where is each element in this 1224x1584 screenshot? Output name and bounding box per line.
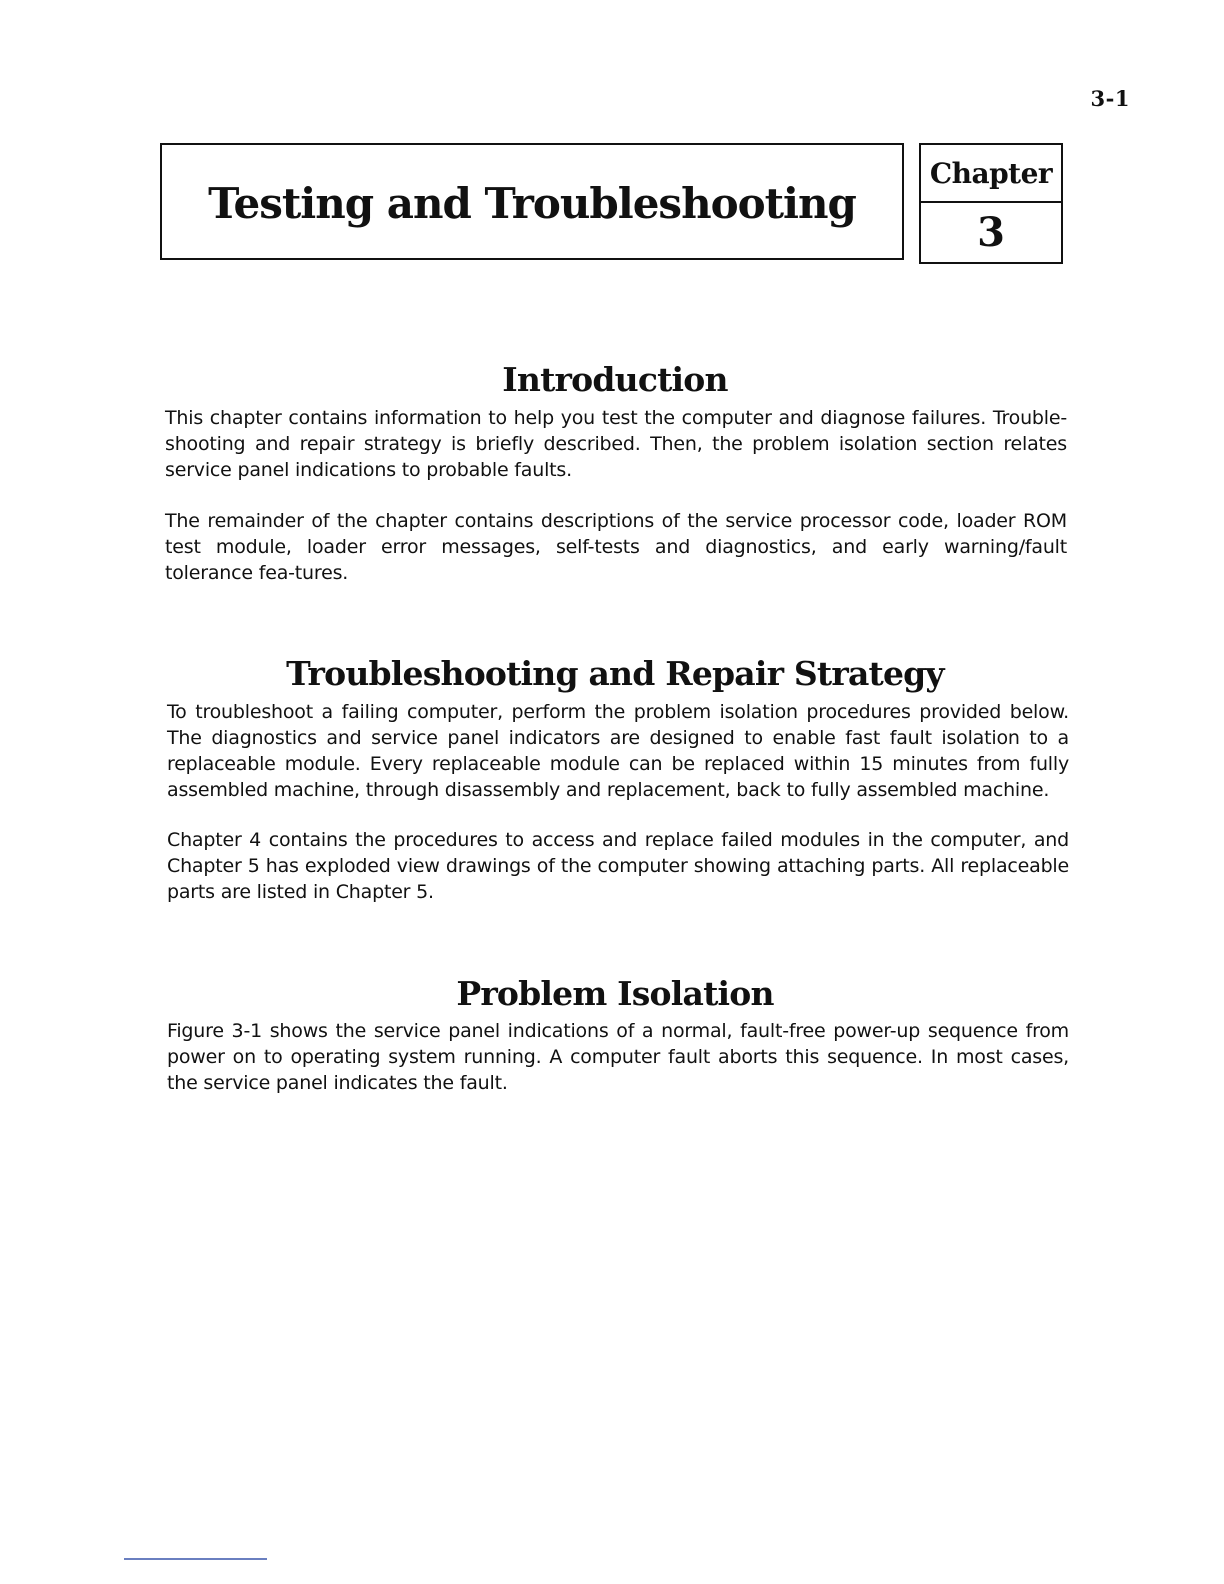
page-number: 3-1 xyxy=(1090,86,1130,111)
chapter-label: Chapter xyxy=(921,145,1061,203)
paragraph: Figure 3-1 shows the service panel indications of a normal, fault-free power-up sequence from power on to operating system running. A computer fault aborts this sequence. In most cases, the service panel indicates the fault. xyxy=(167,1020,1069,1094)
section-heading-problem-isolation: Problem Isolation xyxy=(456,974,774,1013)
chapter-title-box xyxy=(160,143,904,260)
chapter-number-box xyxy=(919,143,1063,264)
chapter-number: 3 xyxy=(977,209,1005,256)
footer-rule xyxy=(124,1558,267,1560)
section-heading-strategy: Troubleshooting and Repair Strategy xyxy=(286,654,944,693)
paragraph: This chapter contains information to help you test the computer and diagnose failures. Trouble-shooting and repair strategy is briefly described. Then, the problem isolation section relates service panel indications to probable faults. xyxy=(165,407,1067,481)
chapter-title: Testing and Troubleshooting xyxy=(208,179,856,228)
section-heading-introduction: Introduction xyxy=(502,360,728,399)
paragraph: To troubleshoot a failing computer, perform the problem isolation procedures provided below. The diagnostics and service panel indicators are designed to enable fast fault isolation to a replaceable module. Every replaceable module can be replaced within 15 minutes from fully assembled machine, through disassembly and replacement, back to fully assembled machine. xyxy=(167,701,1069,801)
paragraph: The remainder of the chapter contains descriptions of the service processor code, loader ROM test module, loader error messages, self-tests and diagnostics, and early warning/fault tolerance fea-tures. xyxy=(165,510,1067,584)
paragraph: Chapter 4 contains the procedures to access and replace failed modules in the computer, and Chapter 5 has exploded view drawings of the computer showing attaching parts. All replaceable parts are listed in Chapter 5. xyxy=(167,829,1069,903)
